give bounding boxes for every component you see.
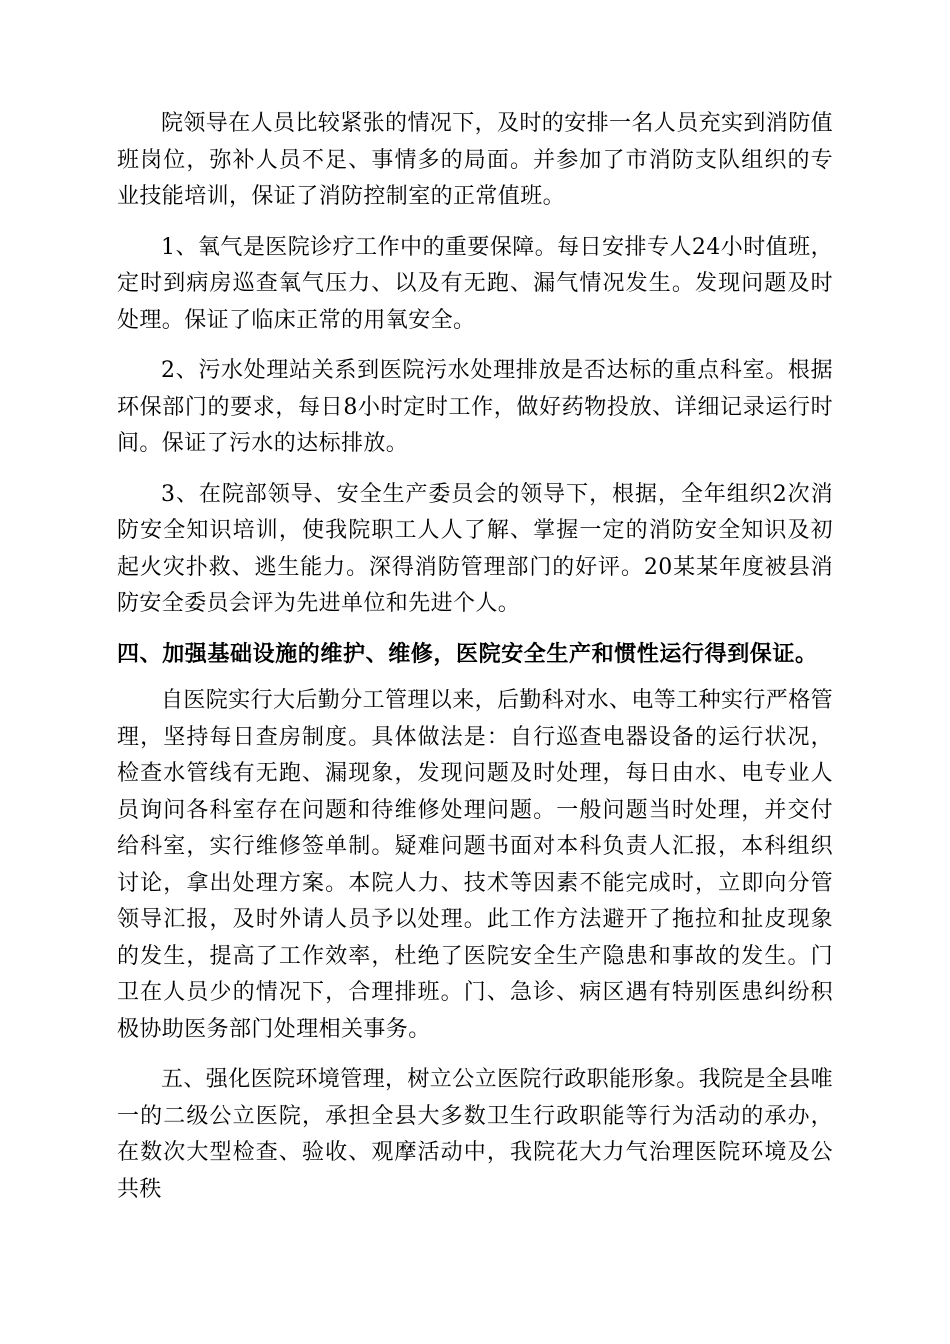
document-page (117, 106, 833, 1222)
paragraph-duty-staffing: 院领导在人员比较紧张的情况下，及时的安排一名人员充实到消防值班岗位，弥补人员不足、事情多的局面。并参加了市消防支队组织的专业技能培训，保证了消防控制室的正常值班。 (117, 111, 834, 209)
paragraph-environment-management: 五、强化医院环境管理，树立公立医院行政职能形象。我院是全县唯一的二级公立医院，承担全县大多数卫生行政职能等行为活动的承办，在数次大型检查、验收、观摩活动中，我院花大力气治理医院环境及公共秩 (117, 1067, 834, 1202)
paragraph-oxygen-safety: 1、氧气是医院诊疗工作中的重要保障。每日安排专人24小时值班，定时到病房巡查氧气压力、以及有无跑、漏气情况发生。发现问题及时处理。保证了临床正常的用氧安全。 (117, 234, 833, 333)
paragraph-fire-training: 3、在院部领导、安全生产委员会的领导下，根据，全年组织2次消防安全知识培训，使我院职工人人了解、掌握一定的消防安全知识及初起火灾扑救、逃生能力。深得消防管理部门的好评。20某某年度被县消防安全委员会评为先进单位和先进个人。 (117, 481, 833, 616)
section-heading-infrastructure: 四、加强基础设施的维护、维修，医院安全生产和惯性运行得到保证。 (117, 641, 818, 667)
paragraph-logistics-management: 自医院实行大后勤分工管理以来，后勤科对水、电等工种实行严格管理，坚持每日查房制度。具体做法是：自行巡查电器设备的运行状况，检查水管线有无跑、漏现象，发现问题及时处理，每日由水、电专业人员询问各科室存在问题和待维修处理问题。一般问题当时处理，并交付给科室，实行维修签单制。疑难问题书面对本科负责人汇报，本科组织讨论，拿出处理方案。本院人力、技术等因素不能完成时，立即向分管领导汇报，及时外请人员予以处理。此工作方法避开了拖拉和扯皮现象的发生，提高了工作效率，杜绝了医院安全生产隐患和事故的发生。门卫在人员少的情况下，合理排班。门、急诊、病区遇有特别医患纠纷积极协助医务部门处理相关事务。 (117, 688, 834, 1042)
paragraph-sewage-treatment: 2、污水处理站关系到医院污水处理排放是否达标的重点科室。根据环保部门的要求，每日8小时定时工作，做好药物投放、详细记录运行时间。保证了污水的达标排放。 (117, 358, 833, 456)
